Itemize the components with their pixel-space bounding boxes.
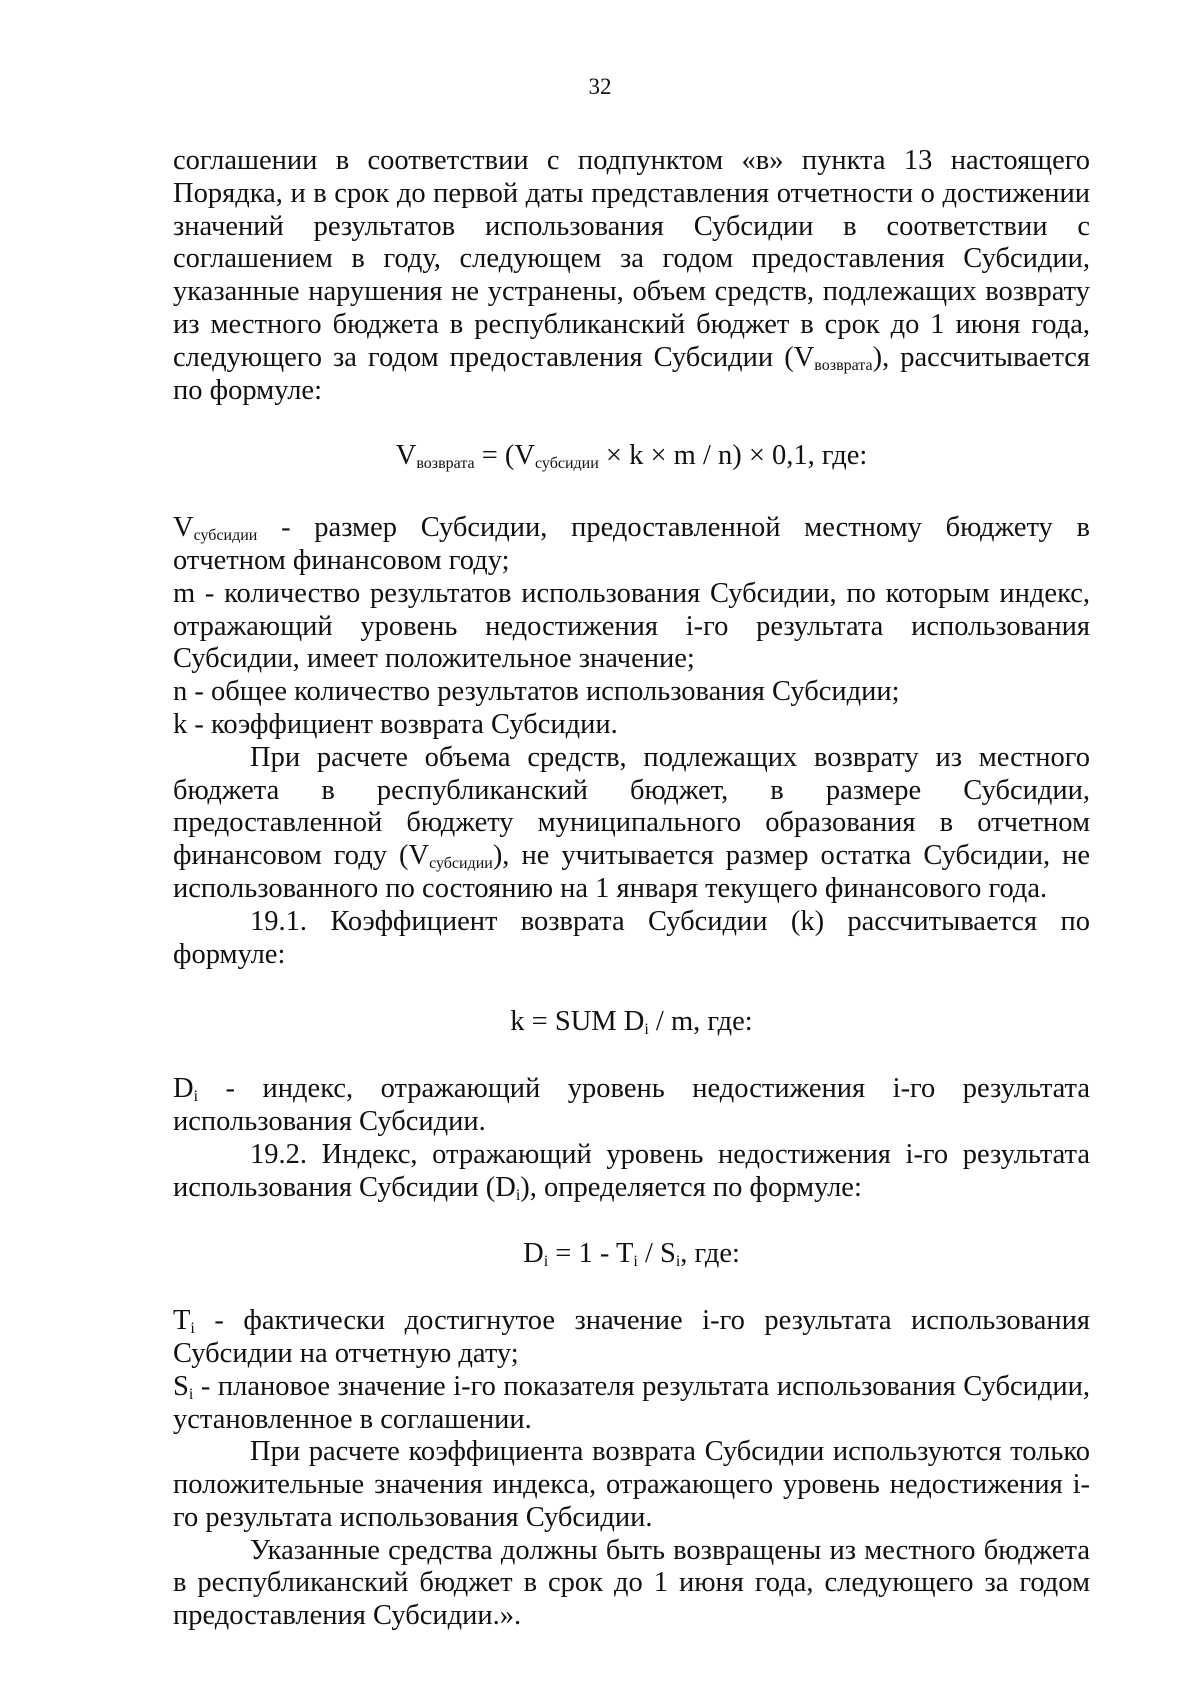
- definition-symbol: V: [173, 512, 194, 544]
- formula-index: [173, 1238, 1090, 1271]
- formula-part: / m, где:: [648, 1006, 753, 1038]
- paragraph-text: 19.2. Индекс, отражающий уровень недостижения i-го результата использования Субсидии (D: [173, 1138, 1090, 1203]
- subscript: возврата: [814, 356, 873, 374]
- paragraph-remainder: [173, 742, 1090, 906]
- formula-part: = (V: [474, 440, 536, 472]
- paragraph-19-1: 19.1. Коэффициент возврата Субсидии (k) рассчитывается по формуле:: [173, 905, 1090, 970]
- subscript: i: [188, 1385, 194, 1403]
- subscript: субсидии: [193, 527, 258, 545]
- formula-part: , где:: [680, 1238, 740, 1270]
- formula-part: D: [523, 1238, 544, 1270]
- formula-part: / S: [637, 1238, 676, 1270]
- definition-symbol: T: [173, 1305, 191, 1337]
- formula-part: = 1 - T: [548, 1238, 634, 1270]
- formula-coefficient: [173, 1006, 1090, 1039]
- definition-text: - плановое значение i-го показателя результата использования Субсидии, установленное в соглашении.: [173, 1370, 1090, 1435]
- subscript: i: [543, 1253, 549, 1271]
- definition-t: [173, 1305, 1090, 1371]
- paragraph-text-end: ), определяется по формуле:: [520, 1171, 862, 1203]
- paragraph-positive-values: При расчете коэффициента возврата Субсидии используются только положительные значения индекса, отражающего уровень недостижения i-го результата использования Субсидии.: [173, 1436, 1090, 1533]
- definition-n: n - общее количество результатов использования Субсидии;: [173, 676, 900, 708]
- paragraph-intro-text: соглашении в соответствии с подпунктом «в» пункта 13 настоящего Порядка, и в срок до первой даты представления отчетности о достижении значений результатов использования Субсидии в соответствии с соглашением в году, следующем за годом предоставления Субсидии, указанные нарушения не устранены, объем средств, подлежащих возврату из местного бюджета в республиканский бюджет в срок до 1 июня года, следующего за годом предоставления Субсидии (V: [173, 145, 1090, 373]
- definition-text: - индекс, отражающий уровень недостижения i-го результата использования Субсидии.: [173, 1073, 1090, 1137]
- definition-symbol: S: [173, 1370, 189, 1402]
- subscript: возврата: [416, 455, 475, 473]
- paragraph-intro-text-end: ), рассчитывается по формуле:: [173, 341, 1090, 406]
- definition-s: [173, 1371, 1090, 1437]
- formula-part: × k × m / n) × 0,1, где:: [598, 440, 868, 472]
- subscript: i: [515, 1186, 521, 1204]
- definition-text: - фактически достигнутое значение i-го результата использования Субсидии на отчетную дату;: [173, 1305, 1090, 1369]
- paragraph-text-end: ), не учитывается размер остатка Субсидии, не использованного по состоянию на 1 января текущего финансового года.: [173, 840, 1090, 904]
- document-body: [173, 145, 1090, 1633]
- page-number: 32: [588, 74, 612, 99]
- paragraph-text: При расчете объема средств, подлежащих возврату из местного бюджета в республиканский бюджет, в размере Субсидии, предоставленной бюджету муниципального образования в отчетном финансовом году (V: [173, 741, 1090, 872]
- subscript: i: [633, 1253, 638, 1271]
- paragraph-return-deadline: Указанные средства должны быть возвращены из местного бюджета в республиканский бюджет в срок до 1 июня года, следующего за годом предоставления Субсидии.».: [173, 1534, 1090, 1632]
- subscript: i: [190, 1320, 195, 1338]
- subscript: i: [675, 1253, 681, 1271]
- definition-v-subsidy: [173, 512, 1090, 578]
- paragraph-19-2: [173, 1139, 1090, 1205]
- formula-part: k = SUM D: [510, 1006, 645, 1038]
- subscript: i: [193, 1088, 199, 1106]
- subscript: i: [644, 1021, 649, 1039]
- subscript: субсидии: [535, 455, 599, 473]
- definition-m: m - количество результатов использования Субсидии, по которым индекс, отражающий уровень недостижения i-го результата использования Субсидии, имеет положительное значение;: [173, 577, 1090, 675]
- definition-d: [173, 1073, 1090, 1139]
- definition-k: k - коэффициент возврата Субсидии.: [173, 708, 618, 740]
- definition-text: - размер Субсидии, предоставленной местному бюджету в отчетном финансовом году;: [173, 512, 1090, 576]
- definition-symbol: D: [173, 1073, 194, 1105]
- formula-part: V: [395, 440, 417, 472]
- subscript: субсидии: [429, 855, 493, 873]
- formula-return-volume: [173, 440, 1090, 473]
- paragraph-intro: [173, 145, 1090, 407]
